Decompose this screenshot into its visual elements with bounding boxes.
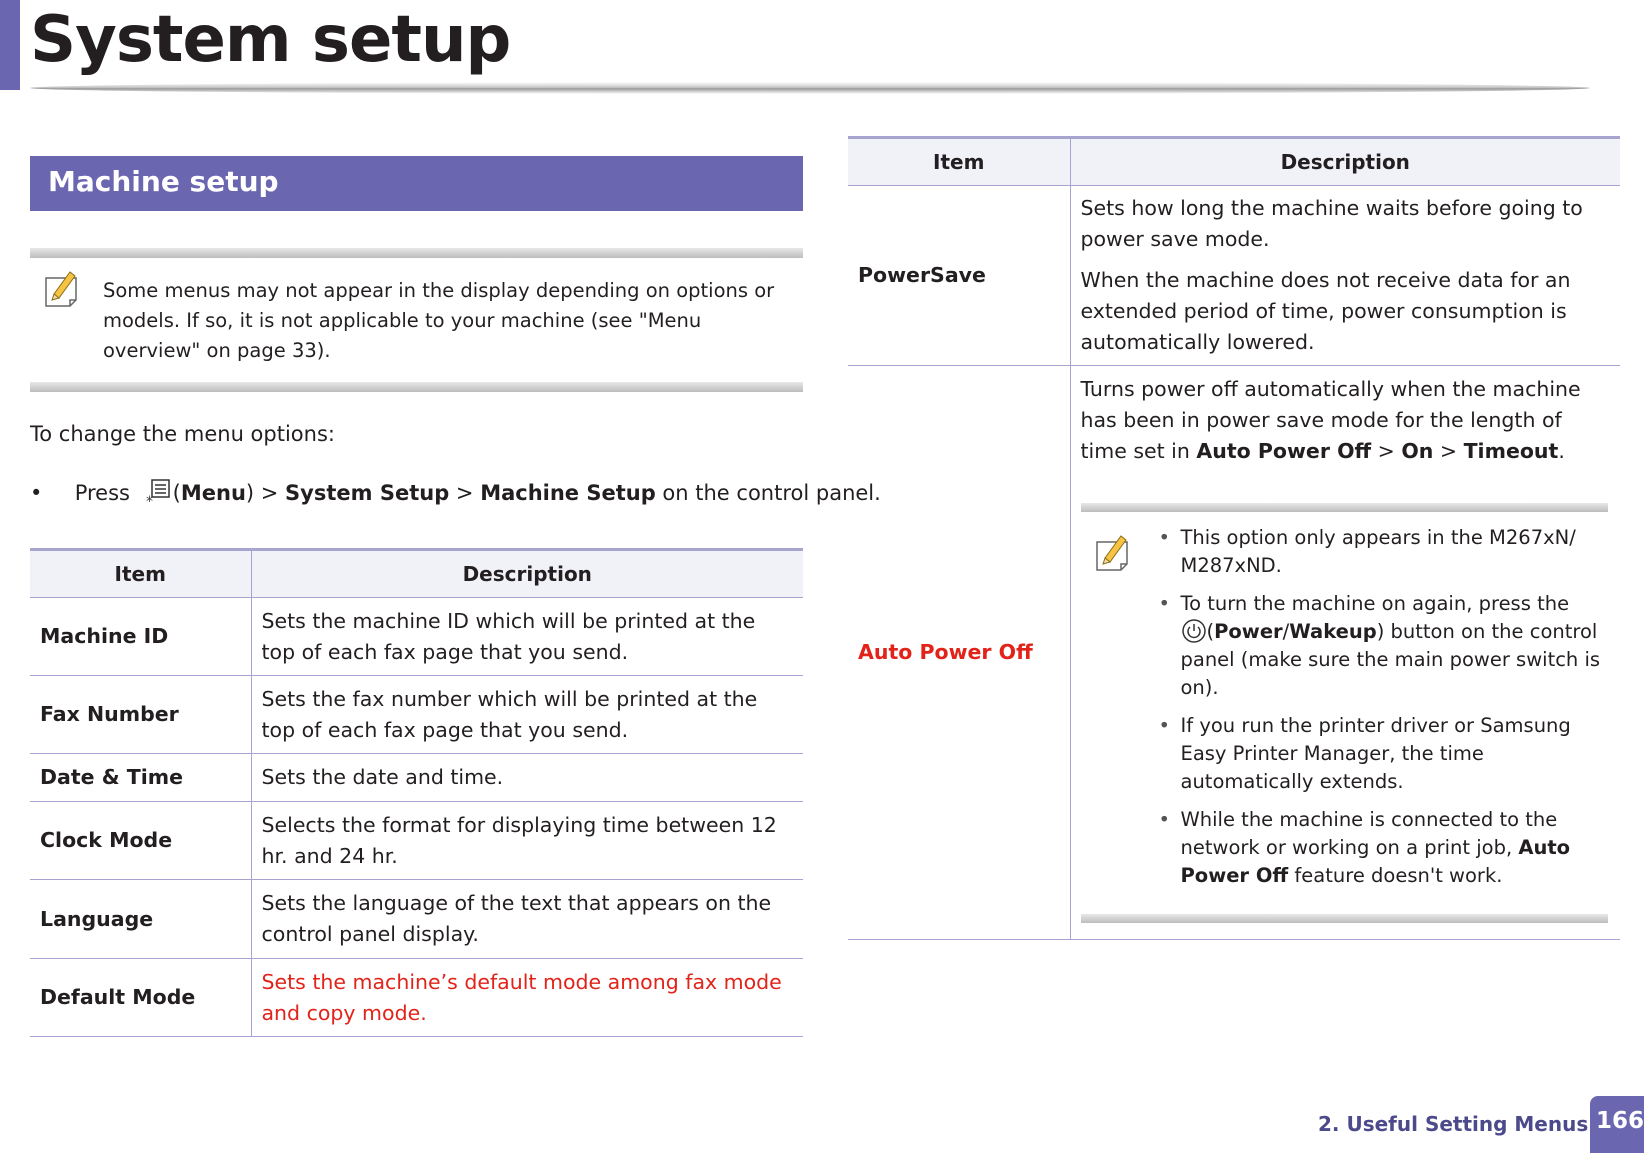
menu-label: Menu bbox=[180, 481, 246, 505]
row-item: Language bbox=[30, 880, 251, 959]
footer-chapter: 2. Useful Setting Menus bbox=[1318, 1112, 1589, 1136]
note-bottom-bar bbox=[30, 382, 803, 392]
row-item: PowerSave bbox=[848, 186, 1070, 366]
table-header-item: Item bbox=[30, 550, 251, 598]
title-divider bbox=[30, 82, 1590, 94]
row-description: Sets the machine ID which will be printed at the top of each fax page that you send. bbox=[251, 598, 803, 676]
note-item: • If you run the printer driver or Samsung Easy Printer Manager, the time automatically extends. bbox=[1181, 712, 1609, 796]
table-row bbox=[30, 802, 803, 880]
page-title: System setup bbox=[30, 3, 511, 77]
table-header-item: Item bbox=[848, 138, 1070, 186]
note-item: • To turn the machine on again, press the (Power/Wakeup) button on the control panel (make sure the main power switch is on). bbox=[1181, 590, 1609, 702]
instruction-step: • Press * (Menu) > System Setup > Machine Setup on the control panel. bbox=[30, 478, 881, 506]
svg-text:*: * bbox=[145, 494, 153, 506]
row-description bbox=[1070, 366, 1620, 940]
machine-setup-label: Machine Setup bbox=[480, 481, 656, 505]
note-top-bar bbox=[30, 248, 803, 258]
note-bottom-bar bbox=[1081, 914, 1609, 923]
powersave-desc-2: When the machine does not receive data for an extended period of time, power consumption is automatically lowered. bbox=[1080, 268, 1571, 354]
page-number-badge bbox=[1590, 1096, 1644, 1153]
row-description: Sets the fax number which will be printed at the top of each fax page that you send. bbox=[251, 676, 803, 754]
row-description: Sets the date and time. bbox=[251, 754, 803, 802]
row-item: Auto Power Off bbox=[848, 366, 1070, 940]
note-list bbox=[1181, 524, 1609, 890]
section-title: Machine setup bbox=[48, 165, 279, 198]
note-pencil-icon bbox=[1095, 532, 1129, 572]
auto-power-off-note bbox=[1081, 503, 1609, 923]
row-item: Date & Time bbox=[30, 754, 251, 802]
section-header bbox=[30, 156, 803, 211]
intro-text: To change the menu options: bbox=[30, 422, 335, 446]
row-description: Sets the language of the text that appears on the control panel display. bbox=[251, 880, 803, 959]
note-text: Some menus may not appear in the display depending on options or models. If so, it is not applicable to your machine (see "Menu overview" on page 33). bbox=[103, 279, 775, 362]
powersave-desc-1: Sets how long the machine waits before going to power save mode. bbox=[1080, 196, 1583, 251]
row-description: Sets the machine’s default mode among fax mode and copy mode. bbox=[251, 959, 803, 1037]
power-settings-table bbox=[848, 136, 1620, 940]
table-row bbox=[848, 366, 1620, 940]
row-item: Clock Mode bbox=[30, 802, 251, 880]
note-item: • This option only appears in the M267xN/ M287xND. bbox=[1181, 524, 1609, 580]
note-pencil-icon bbox=[44, 268, 78, 308]
table-row bbox=[30, 598, 803, 676]
row-item: Fax Number bbox=[30, 676, 251, 754]
menu-icon bbox=[145, 478, 171, 506]
system-setup-label: System Setup bbox=[285, 481, 450, 505]
autopoweroff-desc: Turns power off automatically when the machine has been in power save mode for the length of time set in Auto Power Off > On > Timeout. bbox=[1080, 377, 1581, 463]
table-row bbox=[30, 676, 803, 754]
table-row bbox=[30, 754, 803, 802]
power-icon bbox=[1181, 618, 1207, 644]
bullet-dot: • bbox=[30, 481, 43, 505]
machine-setup-table bbox=[30, 548, 803, 1037]
table-header-description: Description bbox=[1070, 138, 1620, 186]
row-item: Default Mode bbox=[30, 959, 251, 1037]
press-text: Press bbox=[74, 481, 130, 505]
table-row bbox=[30, 959, 803, 1037]
chapter-accent-bar bbox=[0, 0, 20, 90]
note-top-bar bbox=[1081, 503, 1609, 512]
table-header-description: Description bbox=[251, 550, 803, 598]
page-number: 166 bbox=[1596, 1108, 1644, 1134]
table-row bbox=[848, 186, 1620, 366]
row-item: Machine ID bbox=[30, 598, 251, 676]
row-description: Selects the format for displaying time between 12 hr. and 24 hr. bbox=[251, 802, 803, 880]
table-row bbox=[30, 880, 803, 959]
row-description bbox=[1070, 186, 1620, 366]
note-item: • While the machine is connected to the network or working on a print job, Auto Power Off feature doesn't work. bbox=[1181, 806, 1609, 890]
